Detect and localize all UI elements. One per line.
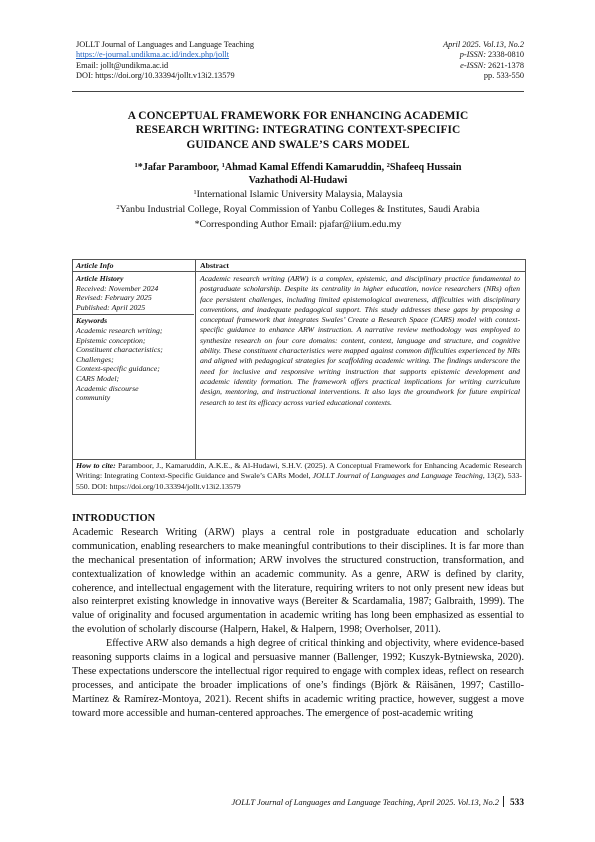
- journal-email: Email: jollt@undikma.ac.id: [76, 60, 169, 70]
- corresponding-author: *Corresponding Author Email: pjafar@iium.edu.my: [194, 218, 402, 230]
- footer-separator: [503, 796, 504, 807]
- body-paragraph: Academic Research Writing (ARW) plays a central role in postgraduate education and scholarly communication, enabling researchers to make meaningful contributions to their disciplines. It is far more than the mechanical presentation of information; ARW involves the structured construction, transformation, and contextualization of knowledge within an academic community. As a genre, ARW is defined by clarity, coherence, and intellectual engagement with the literature, requiring writers to not only present new ideas but also reinterpret existing knowledge in innovative ways (Bereiter & Scardamalia, 1987; Galbraith, 1999). The value of originality and focused argumentation in academic writing has long been emphasized as essential to the evolution of scholarly discourse (Halpern, Hakel, & Halpern, 1998; Overholser, 2011).: [72, 526, 524, 636]
- keyword: Academic discourse: [76, 383, 139, 393]
- abstract-heading: Abstract: [200, 261, 230, 270]
- column-divider: [195, 260, 196, 459]
- journal-header: [72, 40, 524, 90]
- cite-text: Paramboor, J., Kamaruddin, A.K.E., & Al-Hudawi, S.H.V. (2025). A Conceptual Framework for Enhancing Academic Research Writing: Integrating Context-Specific Guidance and Swale’s CARs Model,: [76, 461, 522, 481]
- author-2: Ahmad Kamal Effendi Kamaruddin,: [224, 162, 387, 174]
- p-issn-label: p-ISSN:: [459, 50, 486, 60]
- published-date: Published: April 2025: [76, 302, 146, 312]
- author-3: Shafeeq Hussain: [389, 162, 462, 174]
- section-heading: INTRODUCTION: [72, 513, 156, 524]
- history-label: Article History: [76, 274, 124, 283]
- received-date: Received: November 2024: [76, 283, 159, 293]
- article-history-column: [76, 274, 193, 403]
- keyword: Constituent characteristics;: [76, 345, 163, 355]
- e-issn: [443, 61, 524, 71]
- page-range: pp. 533-550: [483, 71, 524, 81]
- title-line: RESEARCH WRITING: INTEGRATING CONTEXT-SPECIFIC: [135, 124, 461, 137]
- article-info-heading: Article Info: [76, 261, 114, 270]
- affiliation-2: [72, 202, 524, 217]
- p-issn: [443, 50, 524, 60]
- article-doi: DOI: https://doi.org/10.33394/jollt.v13i2.13579: [76, 71, 235, 81]
- keyword: Epistemic conception;: [76, 335, 146, 345]
- title-line: A CONCEPTUAL FRAMEWORK FOR ENHANCING ACADEMIC: [127, 110, 469, 122]
- article-info-header: [73, 260, 525, 272]
- title-line: GUIDANCE AND SWALE’S CARS MODEL: [186, 138, 410, 151]
- author-list: [72, 160, 524, 187]
- page-number: 533: [509, 798, 524, 808]
- author-line-1: [72, 160, 524, 175]
- body-paragraph: Effective ARW also demands a high degree of critical thinking and objectivity, where evidence-based reasoning supports claims in a logical and persuasive manner (Ballenger, 1992; Kuszyk-Bytniewska, 2020). These expectations underscore the intellectual rigor required to engage with complex ideas, reflect on research processes, and anticipate the broader implications of one’s findings (Björk & Räisänen, 1997; Castillo-Martínez & Ramírez-Montoya, 2021). Recent shifts in academic writing practice, however, suggest a move toward more accessible and human-centered approaches. The emergence of post-academic writing: [72, 638, 524, 719]
- author-line-2: Vazhathodi Al-Hudawi: [248, 174, 348, 186]
- abstract-text: Academic research writing (ARW) is a complex, epistemic, and disciplinary practice fundamental to postgraduate scholarship. Despite its centrality in higher education, novice researchers (NRs) often face persistent challenges, including limited epistemological awareness, difficulties with disciplinary conventions, and inadequate pedagogical support. This study addresses these gaps by proposing a conceptual framework that integrates Swales’ Create a Research Space (CARS) model with context-specific guidance to enhance ARW instruction. A narrative review methodology was employed to synthesize research on four core domains: content, context, language and structure, and cognitive ability. These constituent characteristics were mapped against common difficulties experienced by NRs and aligned with pedagogical strategies for scaffolding academic writing. The findings underscore the need for inclusive and responsive writing instruction that supports epistemic development and academic identity formation. The framework offers practical implications for writing curriculum design, mentoring, and instructional interventions. It also lays the groundwork for future empirical research to test its efficacy across varied educational contexts.: [200, 274, 520, 407]
- article-info-body: [73, 272, 525, 459]
- revised-date: Revised: February 2025: [76, 293, 152, 303]
- keyword: community: [76, 393, 111, 403]
- keywords-label: Keywords: [76, 316, 108, 326]
- e-issn-value: 2621-1378: [485, 60, 524, 70]
- header-divider: [72, 91, 524, 92]
- header-left: [76, 40, 254, 82]
- author-1: *Jafar Paramboor,: [137, 162, 222, 174]
- affiliation-sup: 2: [116, 204, 120, 211]
- page-footer: [231, 796, 524, 808]
- journal-url-link[interactable]: https://e-journal.undikma.ac.id/index.php/jollt: [76, 50, 230, 60]
- keyword: Challenges;: [76, 354, 114, 364]
- author-sup: 2: [386, 162, 390, 170]
- keywords-divider: [73, 314, 194, 315]
- keyword: Context-specific guidance;: [76, 364, 160, 374]
- paper-page: [72, 40, 524, 719]
- how-to-cite: [73, 459, 525, 494]
- author-sup: 1: [134, 162, 138, 170]
- article-info-table: [72, 259, 526, 495]
- affiliation-text: Yanbu Industrial College, Royal Commission of Yanbu Colleges & Institutes, Saudi Arabia: [119, 204, 480, 215]
- cite-label: How to cite:: [76, 461, 116, 470]
- paper-title: [72, 109, 524, 152]
- keyword: CARS Model;: [76, 373, 120, 383]
- journal-name: JOLLT Journal of Languages and Language Teaching: [76, 40, 255, 49]
- affiliation-text: International Islamic University Malaysia, Malaysia: [196, 189, 403, 201]
- cite-journal: JOLLT Journal of Languages and Language Teaching: [312, 471, 483, 481]
- author-sup: 1: [221, 162, 225, 170]
- affiliation-sup: 1: [193, 189, 197, 197]
- affiliation-1: [72, 187, 524, 202]
- introduction-section: [72, 512, 524, 721]
- header-right: [443, 40, 524, 82]
- cite-tail: , 13(2), 533-550. DOI: https://doi.org/10.33394/jollt.v13i2.13579: [76, 471, 522, 491]
- p-issn-value: 2338-0810: [485, 50, 524, 60]
- issue-info: April 2025. Vol.13, No.2: [443, 40, 524, 49]
- e-issn-label: e-ISSN:: [460, 60, 486, 70]
- keyword: Academic research writing;: [76, 325, 163, 335]
- footer-journal: JOLLT Journal of Languages and Language Teaching, April 2025. Vol.13, No.2: [231, 798, 499, 807]
